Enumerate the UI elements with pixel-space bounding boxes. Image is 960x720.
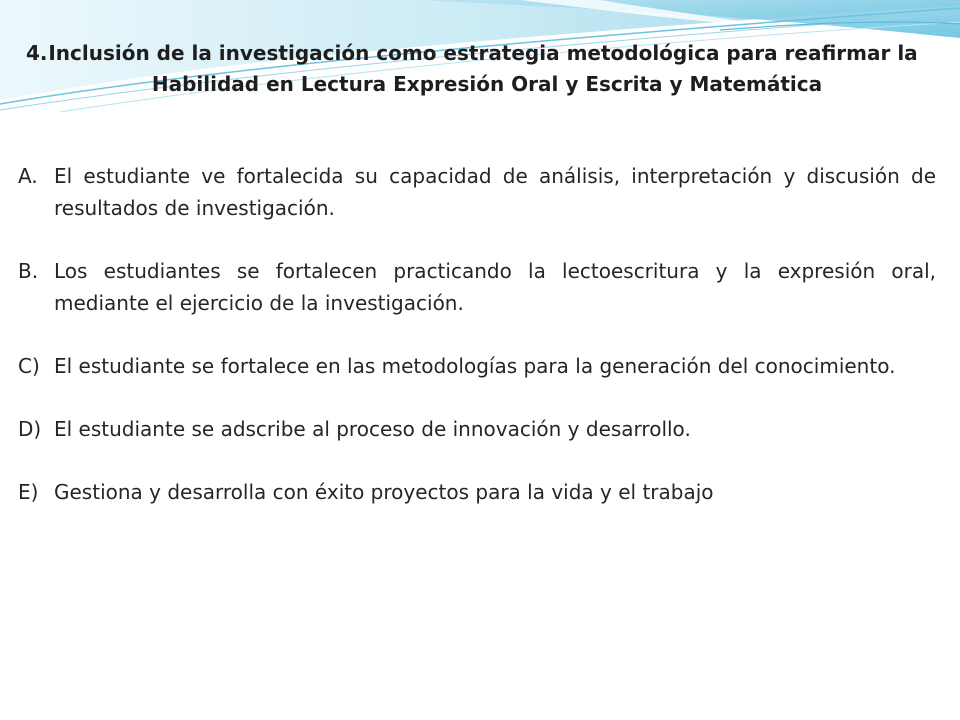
list-item-d [18, 413, 936, 445]
slide-title [26, 38, 920, 100]
item-text: El estudiante se fortalece en las metodologías para la generación del conocimiento. [54, 354, 896, 378]
item-text: El estudiante ve fortalecida su capacidad de análisis, interpretación y discusión de resultados de investigación. [54, 164, 936, 220]
item-marker: C) [18, 354, 40, 378]
title-text: Inclusión de la investigación como estrategia metodológica para reafirmar la Habilidad en Lectura Expresión Oral y Escrita y Matemática [48, 41, 918, 96]
item-marker: A. [18, 164, 38, 188]
title-number: 4. [26, 41, 48, 65]
list-item-c [18, 350, 936, 382]
item-marker: E) [18, 480, 39, 504]
item-text: El estudiante se adscribe al proceso de innovación y desarrollo. [54, 417, 691, 441]
item-text: Los estudiantes se fortalecen practicando la lectoescritura y la expresión oral, mediante el ejercicio de la investigación. [54, 259, 936, 315]
item-text: Gestiona y desarrolla con éxito proyectos para la vida y el trabajo [54, 480, 714, 504]
item-marker: D) [18, 417, 42, 441]
item-marker: B. [18, 259, 39, 283]
list-item-e [18, 476, 936, 508]
item-list [18, 160, 936, 539]
list-item-a [18, 160, 936, 224]
list-item-b [18, 255, 936, 319]
